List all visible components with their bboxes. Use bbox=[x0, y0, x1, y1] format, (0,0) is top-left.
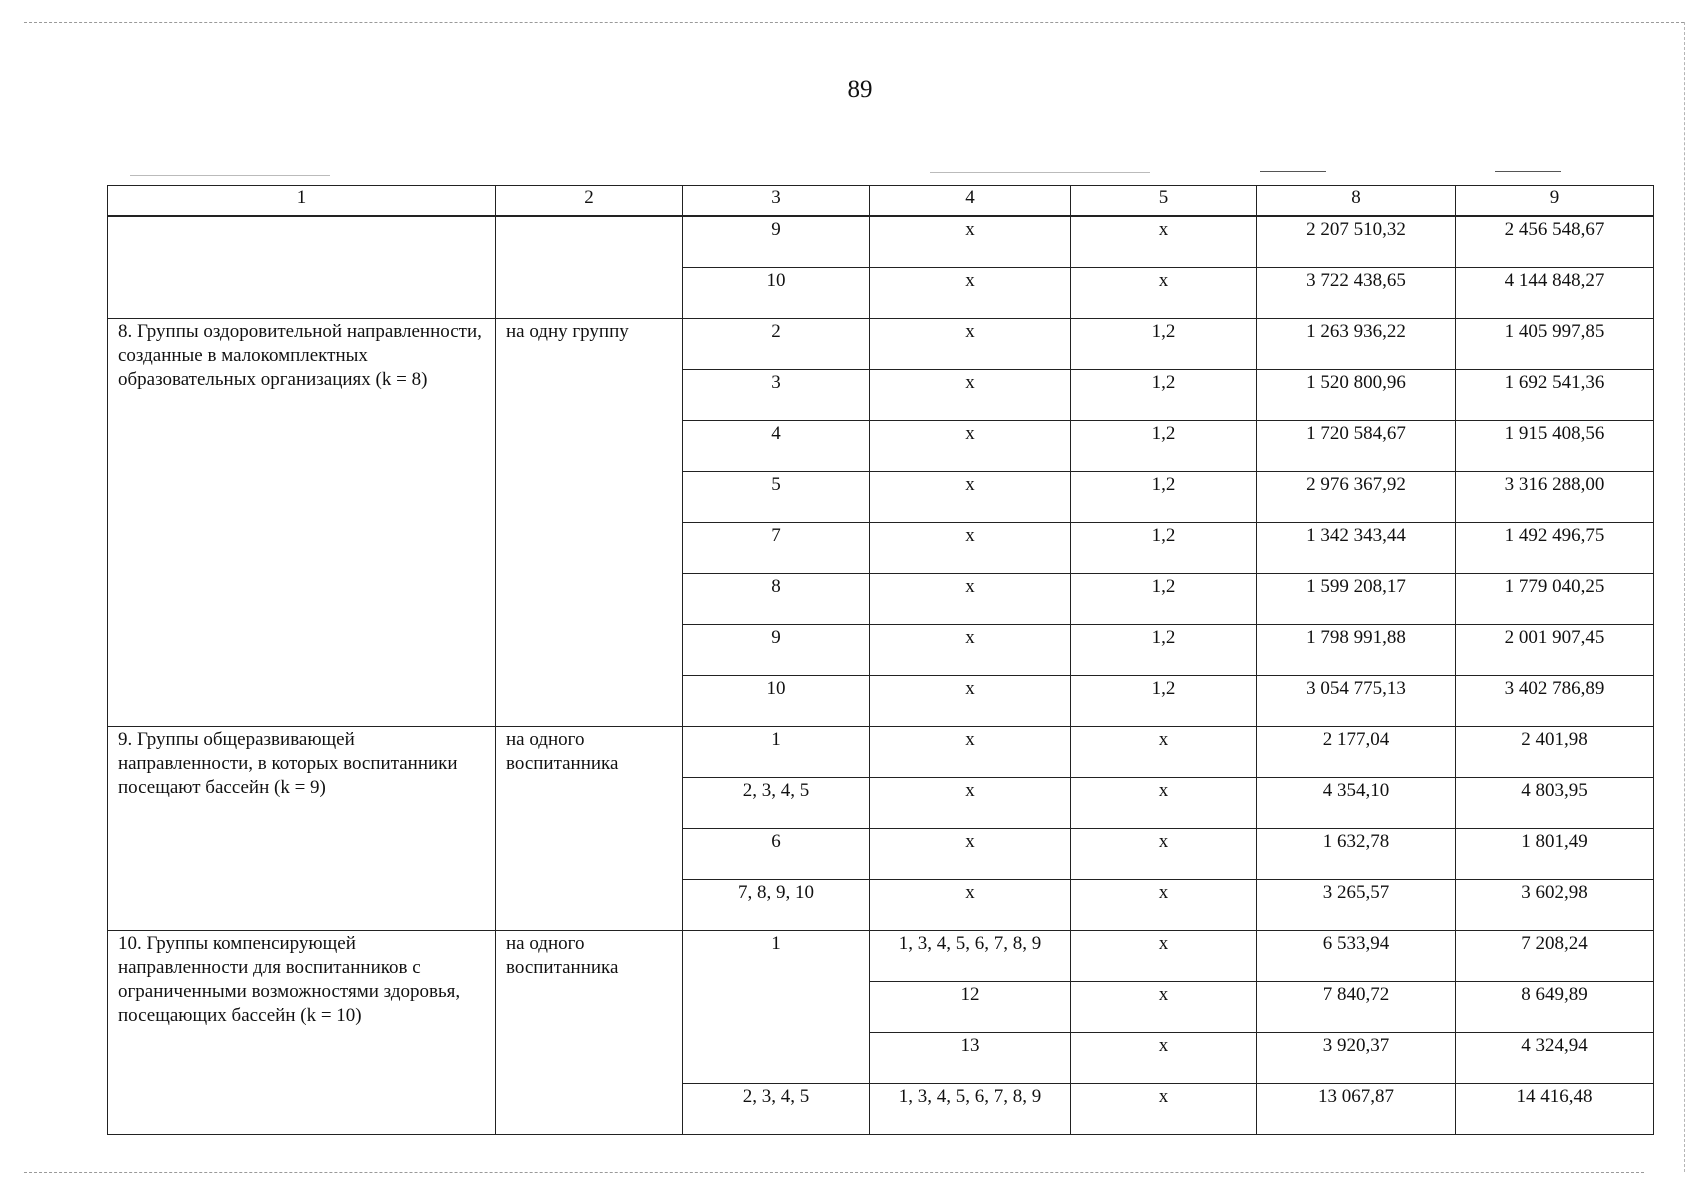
cell-c4: х bbox=[870, 268, 1071, 319]
cell-c8: 2 976 367,92 bbox=[1257, 472, 1456, 523]
cell-c8: 6 533,94 bbox=[1257, 931, 1456, 982]
unit-cell: на одного воспитанника bbox=[496, 727, 683, 931]
cell-c5: х bbox=[1071, 268, 1257, 319]
cell-c8: 4 354,10 bbox=[1257, 778, 1456, 829]
cell-c8: 1 342 343,44 bbox=[1257, 523, 1456, 574]
table-row bbox=[108, 216, 1654, 268]
cell-c8: 1 599 208,17 bbox=[1257, 574, 1456, 625]
group-name-cell: 10. Группы компенсирующей направленности для воспитанников с ограниченными возможностями здоровья, посещающих бассейн (k = 10) bbox=[108, 931, 496, 1135]
header-cell: 8 bbox=[1257, 186, 1456, 217]
cell-c5: х bbox=[1071, 931, 1257, 982]
cell-c3: 8 bbox=[683, 574, 870, 625]
cell-c5: х bbox=[1071, 982, 1257, 1033]
cell-c4: х bbox=[870, 727, 1071, 778]
scan-speck bbox=[1495, 171, 1561, 172]
cell-c4: х bbox=[870, 880, 1071, 931]
cell-c3: 5 bbox=[683, 472, 870, 523]
cell-c3: 1 bbox=[683, 727, 870, 778]
cell-c9: 14 416,48 bbox=[1456, 1084, 1654, 1135]
bottom-scan-rule bbox=[24, 1172, 1644, 1173]
cell-c4: х bbox=[870, 523, 1071, 574]
cell-c9: 1 492 496,75 bbox=[1456, 523, 1654, 574]
cell-c3: 1 bbox=[683, 931, 870, 1084]
scan-speck bbox=[930, 172, 1150, 173]
cell-c3: 2 bbox=[683, 319, 870, 370]
cell-c9: 1 779 040,25 bbox=[1456, 574, 1654, 625]
cell-c5: х bbox=[1071, 1084, 1257, 1135]
table-row bbox=[108, 727, 1654, 778]
right-scan-rule bbox=[1684, 22, 1685, 1172]
group-name-cell bbox=[108, 216, 496, 319]
cell-c4: х bbox=[870, 574, 1071, 625]
cell-c5: 1,2 bbox=[1071, 574, 1257, 625]
cell-c4: х bbox=[870, 319, 1071, 370]
cell-c5: 1,2 bbox=[1071, 625, 1257, 676]
header-cell: 4 bbox=[870, 186, 1071, 217]
cell-c3: 10 bbox=[683, 676, 870, 727]
cell-c9: 4 144 848,27 bbox=[1456, 268, 1654, 319]
cell-c9: 4 803,95 bbox=[1456, 778, 1654, 829]
cell-c4: х bbox=[870, 829, 1071, 880]
cell-c9: 1 692 541,36 bbox=[1456, 370, 1654, 421]
cell-c8: 1 720 584,67 bbox=[1257, 421, 1456, 472]
cell-c9: 4 324,94 bbox=[1456, 1033, 1654, 1084]
top-scan-rule bbox=[24, 22, 1684, 23]
cell-c9: 7 208,24 bbox=[1456, 931, 1654, 982]
cell-c9: 2 401,98 bbox=[1456, 727, 1654, 778]
page-number: 89 bbox=[847, 76, 873, 103]
cell-c9: 3 402 786,89 bbox=[1456, 676, 1654, 727]
scan-speck bbox=[1260, 171, 1326, 172]
cell-c9: 2 456 548,67 bbox=[1456, 216, 1654, 268]
cell-c5: х bbox=[1071, 216, 1257, 268]
group-name-cell: 8. Группы оздоровительной направленности, созданные в малокомплектных образовательных организациях (k = 8) bbox=[108, 319, 496, 727]
cell-c8: 13 067,87 bbox=[1257, 1084, 1456, 1135]
cell-c9: 1 801,49 bbox=[1456, 829, 1654, 880]
header-cell: 9 bbox=[1456, 186, 1654, 217]
cell-c5: х bbox=[1071, 727, 1257, 778]
cell-c4: х bbox=[870, 421, 1071, 472]
cell-c8: 1 520 800,96 bbox=[1257, 370, 1456, 421]
tariff-table bbox=[107, 185, 1654, 1135]
cell-c8: 1 632,78 bbox=[1257, 829, 1456, 880]
cell-c3: 4 bbox=[683, 421, 870, 472]
unit-cell bbox=[496, 216, 683, 319]
cell-c5: 1,2 bbox=[1071, 421, 1257, 472]
cell-c5: х bbox=[1071, 829, 1257, 880]
cell-c4: 1, 3, 4, 5, 6, 7, 8, 9 bbox=[870, 931, 1071, 982]
cell-c8: 3 054 775,13 bbox=[1257, 676, 1456, 727]
cell-c5: 1,2 bbox=[1071, 676, 1257, 727]
header-cell: 5 bbox=[1071, 186, 1257, 217]
cell-c8: 2 207 510,32 bbox=[1257, 216, 1456, 268]
cell-c9: 2 001 907,45 bbox=[1456, 625, 1654, 676]
table-row bbox=[108, 931, 1654, 982]
cell-c9: 3 316 288,00 bbox=[1456, 472, 1654, 523]
unit-cell: на одного воспитанника bbox=[496, 931, 683, 1135]
cell-c5: 1,2 bbox=[1071, 370, 1257, 421]
cell-c8: 1 798 991,88 bbox=[1257, 625, 1456, 676]
cell-c4: 13 bbox=[870, 1033, 1071, 1084]
cell-c8: 3 722 438,65 bbox=[1257, 268, 1456, 319]
cell-c8: 7 840,72 bbox=[1257, 982, 1456, 1033]
cell-c5: х bbox=[1071, 778, 1257, 829]
cell-c4: х bbox=[870, 216, 1071, 268]
cell-c9: 1 405 997,85 bbox=[1456, 319, 1654, 370]
table-row bbox=[108, 319, 1654, 370]
header-row bbox=[108, 186, 1654, 217]
header-cell: 3 bbox=[683, 186, 870, 217]
cell-c3: 9 bbox=[683, 216, 870, 268]
cell-c4: 12 bbox=[870, 982, 1071, 1033]
cell-c3: 7, 8, 9, 10 bbox=[683, 880, 870, 931]
cell-c9: 8 649,89 bbox=[1456, 982, 1654, 1033]
cell-c3: 2, 3, 4, 5 bbox=[683, 1084, 870, 1135]
cell-c8: 2 177,04 bbox=[1257, 727, 1456, 778]
cell-c9: 1 915 408,56 bbox=[1456, 421, 1654, 472]
cell-c4: х bbox=[870, 370, 1071, 421]
cell-c5: 1,2 bbox=[1071, 523, 1257, 574]
unit-cell: на одну группу bbox=[496, 319, 683, 727]
group-name-cell: 9. Группы общеразвивающей направленности, в которых воспитанники посещают бассейн (k = 9) bbox=[108, 727, 496, 931]
cell-c8: 1 263 936,22 bbox=[1257, 319, 1456, 370]
cell-c4: х bbox=[870, 625, 1071, 676]
cell-c3: 9 bbox=[683, 625, 870, 676]
scan-speck bbox=[130, 175, 330, 176]
cell-c5: х bbox=[1071, 880, 1257, 931]
cell-c4: х bbox=[870, 778, 1071, 829]
cell-c3: 2, 3, 4, 5 bbox=[683, 778, 870, 829]
cell-c4: 1, 3, 4, 5, 6, 7, 8, 9 bbox=[870, 1084, 1071, 1135]
cell-c5: 1,2 bbox=[1071, 319, 1257, 370]
header-cell: 1 bbox=[108, 186, 496, 217]
cell-c8: 3 265,57 bbox=[1257, 880, 1456, 931]
cell-c4: х bbox=[870, 676, 1071, 727]
header-cell: 2 bbox=[496, 186, 683, 217]
cell-c5: 1,2 bbox=[1071, 472, 1257, 523]
cell-c9: 3 602,98 bbox=[1456, 880, 1654, 931]
cell-c5: х bbox=[1071, 1033, 1257, 1084]
cell-c3: 3 bbox=[683, 370, 870, 421]
cell-c3: 6 bbox=[683, 829, 870, 880]
cell-c3: 10 bbox=[683, 268, 870, 319]
cell-c4: х bbox=[870, 472, 1071, 523]
cell-c3: 7 bbox=[683, 523, 870, 574]
cell-c8: 3 920,37 bbox=[1257, 1033, 1456, 1084]
